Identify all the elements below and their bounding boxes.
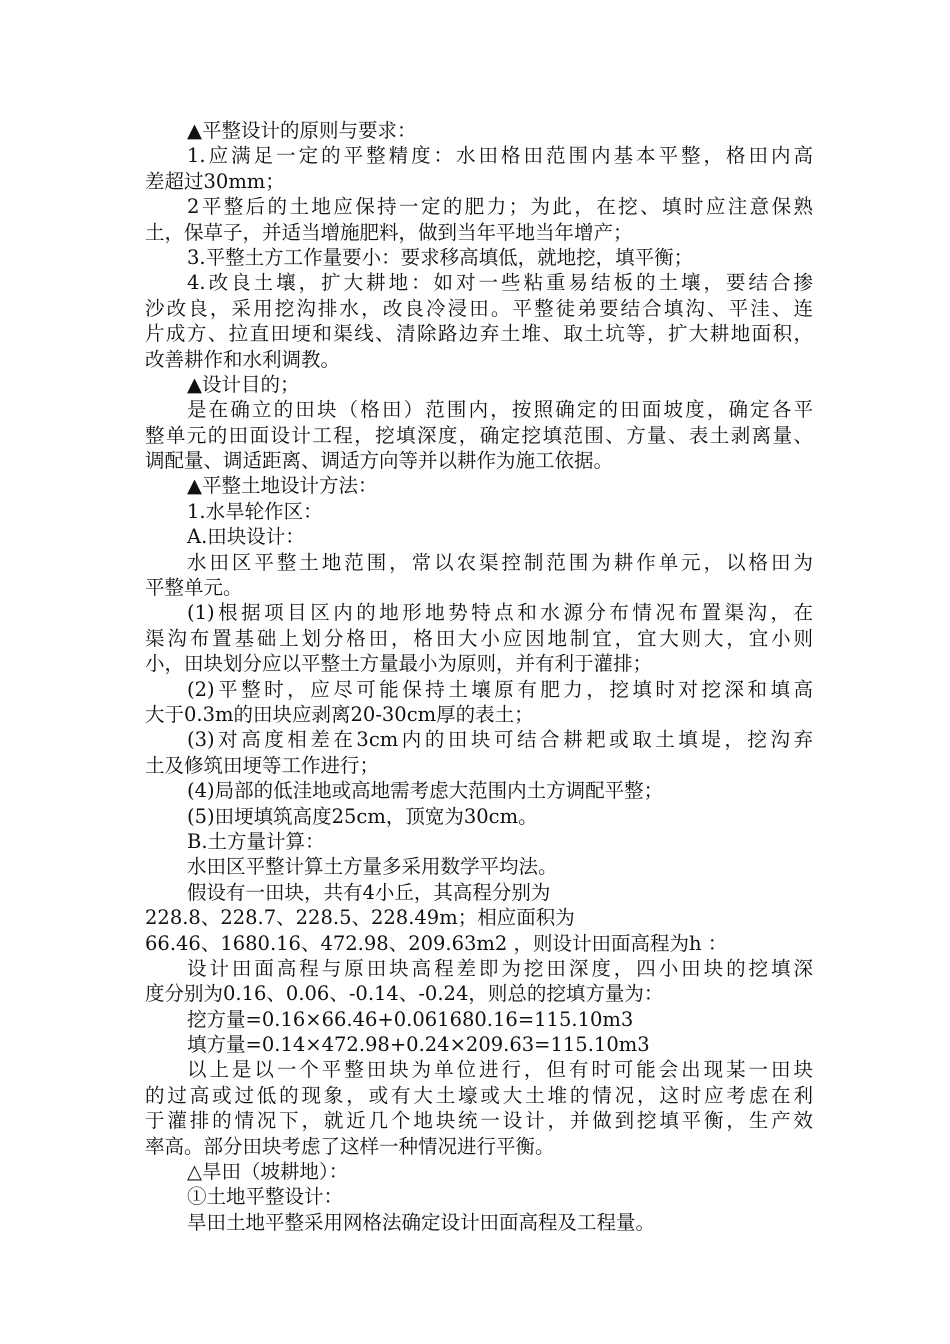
subheading-earthwork: B.土方量计算： <box>187 829 325 853</box>
heading-principles: ▲平整设计的原则与要求： <box>187 119 417 142</box>
text-line: 差超过30mm； <box>145 169 285 193</box>
text-line: 66.46、1680.16、472.98、209.63m2 ，则设计田面高程为h ： <box>145 931 728 955</box>
subheading-land-leveling: ①土地平整设计： <box>187 1185 344 1209</box>
text-line: (2)平整时，应尽可能保持土壤原有肥力，挖填时对挖深和填高 <box>187 677 813 701</box>
subheading-field-design: A.田块设计： <box>187 525 305 549</box>
text-line: 的过高或过低的现象，或有大土壕或大土堆的情况，这时应考虑在利 <box>145 1083 813 1107</box>
text-line: 设计田面高程与原田块高程差即为挖田深度，四小田块的挖填深 <box>187 956 813 980</box>
subheading-paddy-upland: 1.水旱轮作区： <box>187 499 323 523</box>
formula-fill-volume: 填方量=0.14×472.98+0.24×209.63=115.10m3 <box>187 1033 650 1057</box>
text-line: 土及修筑田埂等工作进行； <box>145 753 380 777</box>
text-line: 水田区平整计算土方量多采用数学平均法。 <box>187 855 558 879</box>
text-line: 度分别为0.16、0.06、-0.14、-0.24，则总的挖填方量为： <box>145 982 664 1006</box>
heading-dryland: △旱田（坡耕地）： <box>187 1160 349 1184</box>
text-line: (4)局部的低洼地或高地需考虑大范围内土方调配平整； <box>187 779 664 803</box>
text-line: 4.改良土壤，扩大耕地：如对一些粘重易结板的土壤，要结合掺 <box>187 271 813 295</box>
text-line: 旱田土地平整采用网格法确定设计田面高程及工程量。 <box>187 1210 656 1234</box>
text-line: (1)根据项目区内的地形地势特点和水源分布情况布置渠沟，在 <box>187 601 813 625</box>
document-body <box>145 118 813 1235</box>
text-line: 率高。部分田块考虑了这样一种情况进行平衡。 <box>145 1134 555 1158</box>
text-line: 土，保草子，并适当增施肥料，做到当年平地当年增产； <box>145 220 633 244</box>
text-line: 整单元的田面设计工程，挖填深度，确定挖填范围、方量、表土剥离量、 <box>145 423 813 447</box>
text-line: 水田区平整土地范围，常以农渠控制范围为耕作单元，以格田为 <box>187 550 813 574</box>
text-line: 2平整后的土地应保持一定的肥力；为此，在挖、填时应注意保熟 <box>187 195 813 219</box>
formula-cut-volume: 挖方量=0.16×66.46+0.061680.16=115.10m3 <box>187 1007 634 1031</box>
text-line: 片成方、拉直田埂和渠线、清除路边弃土堆、取土坑等，扩大耕地面积， <box>145 322 813 346</box>
text-line: 沙改良，采用挖沟排水，改良冷浸田。平整徒弟要结合填沟、平洼、连 <box>145 296 813 320</box>
text-line: 改善耕作和水利调教。 <box>145 347 341 371</box>
heading-methods: ▲平整土地设计方法： <box>187 474 378 498</box>
text-line: 平整单元。 <box>145 576 243 600</box>
text-line: 3.平整土方工作量要小：要求移高填低，就地挖，填平衡； <box>187 245 694 269</box>
text-line: 是在确立的田块（格田）范围内，按照确定的田面坡度，确定各平 <box>187 398 813 422</box>
text-line: 调配量、调适距离、调适方向等并以耕作为施工依据。 <box>145 449 614 473</box>
text-line: 渠沟布置基础上划分格田，格田大小应因地制宜，宜大则大，宜小则 <box>145 626 813 650</box>
text-line: 以上是以一个平整田块为单位进行，但有时可能会出现某一田块 <box>187 1058 813 1082</box>
text-line: (3)对高度相差在3cm内的田块可结合耕耙或取土填堤，挖沟弃 <box>187 728 813 752</box>
text-line: 1.应满足一定的平整精度：水田格田范围内基本平整，格田内高 <box>187 144 813 168</box>
heading-purpose: ▲设计目的； <box>187 372 300 396</box>
text-line: 小，田块划分应以平整土方量最小为原则，并有利于灌排； <box>145 652 653 676</box>
text-line: 于灌排的情况下，就近几个地块统一设计，并做到挖填平衡，生产效 <box>145 1109 813 1133</box>
text-line: 大于0.3m的田块应剥离20-30cm厚的表土； <box>145 702 534 726</box>
text-line: (5)田埂填筑高度25cm，顶宽为30cm。 <box>187 804 538 828</box>
text-line: 假设有一田块，共有4小丘，其高程分别为 <box>187 880 551 904</box>
text-line: 228.8、228.7、228.5、228.49m；相应面积为 <box>145 906 575 930</box>
